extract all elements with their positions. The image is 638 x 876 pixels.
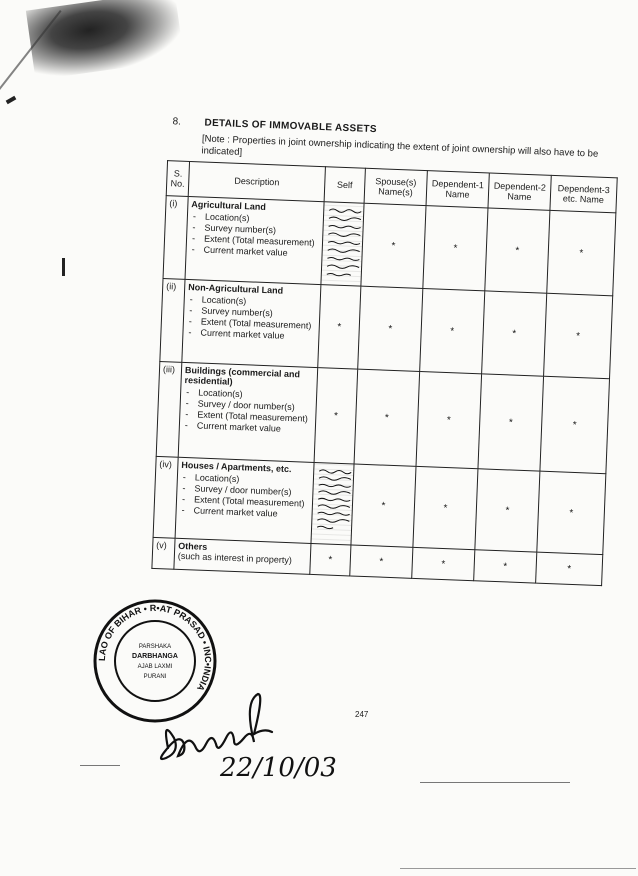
row-item: - Survey number(s) bbox=[187, 305, 316, 321]
row-item: - Extent (Total measurement) bbox=[180, 494, 309, 510]
cell-dependent-1: * bbox=[413, 466, 478, 549]
cell-dependent-2: * bbox=[482, 291, 547, 376]
cell-dependent-1: * bbox=[420, 289, 485, 374]
row-description bbox=[185, 196, 324, 284]
handwritten-entry bbox=[311, 462, 354, 544]
cell-dependent-1: * bbox=[416, 371, 482, 468]
row-item: - Location(s) bbox=[181, 472, 310, 488]
row-description bbox=[182, 279, 321, 367]
row-item: - Current market value bbox=[183, 420, 312, 436]
cell-dependent-2: * bbox=[475, 469, 540, 552]
edge-mark bbox=[6, 96, 17, 104]
seal-line: PURANI bbox=[143, 674, 167, 680]
scan-dash bbox=[420, 782, 570, 783]
header-spouse: Spouse(s) Name(s) bbox=[364, 168, 427, 205]
row-description bbox=[178, 362, 318, 462]
header-description: Description bbox=[188, 161, 325, 201]
cell-dependent-3: * bbox=[544, 293, 613, 378]
section-title: DETAILS OF IMMOVABLE ASSETS bbox=[204, 117, 377, 136]
cell-dependent-3: * bbox=[537, 471, 606, 554]
row-item: - Survey / door number(s) bbox=[184, 398, 313, 414]
document-page bbox=[146, 110, 625, 627]
row-item: - Current market value bbox=[186, 327, 315, 343]
cell-spouse: * bbox=[351, 464, 416, 547]
cell-dependent-3: * bbox=[540, 376, 610, 473]
cell-spouse: * bbox=[354, 369, 420, 466]
header-dependent-2: Dependent-2 Name bbox=[488, 173, 551, 210]
cell-dependent-2: * bbox=[474, 550, 537, 583]
row-category: Buildings (commercial and residential) bbox=[184, 364, 301, 387]
row-number: (i) bbox=[163, 196, 188, 280]
cell-dependent-2: * bbox=[485, 208, 550, 293]
seal-line: AJAB LAXMI bbox=[137, 664, 173, 670]
row-number: (iv) bbox=[153, 456, 178, 538]
seal-line: PARSHAKA bbox=[138, 644, 172, 650]
row-category: Non-Agricultural Land bbox=[188, 282, 284, 296]
row-item: - Extent (Total measurement) bbox=[190, 233, 319, 249]
cell-spouse: * bbox=[361, 203, 426, 288]
handwritten-entry bbox=[321, 202, 364, 286]
cell-dependent-3: * bbox=[536, 552, 603, 586]
row-item: - Location(s) bbox=[188, 294, 317, 310]
row-number: (ii) bbox=[160, 279, 185, 363]
cell-self: * bbox=[318, 285, 361, 369]
scan-shadow bbox=[26, 0, 184, 80]
row-category-note: (such as interest in property) bbox=[177, 550, 293, 566]
page-number: 247 bbox=[355, 710, 369, 719]
handwriting-scribble bbox=[315, 465, 354, 540]
cell-dependent-1: * bbox=[423, 206, 488, 291]
signature-date: 22/10/03 bbox=[220, 753, 337, 783]
edge-mark bbox=[62, 258, 65, 276]
scan-dash bbox=[80, 765, 120, 766]
row-item: - Current market value bbox=[189, 244, 318, 260]
section-note: [Note : Properties in joint ownership indicating the extent of joint ownership will also have to be indicated] bbox=[201, 133, 599, 160]
seal-line: DARBHANGA bbox=[132, 653, 178, 660]
cell-self: * bbox=[310, 543, 351, 576]
row-description bbox=[175, 457, 314, 543]
header-sno: S. No. bbox=[166, 161, 189, 197]
cell-dependent-2: * bbox=[478, 374, 544, 471]
seal-outer-text: LAO OF BIHAR • R•AT PRASAD • INC•INDIA bbox=[96, 602, 214, 693]
cell-dependent-1: * bbox=[412, 547, 475, 580]
row-item: - Extent (Total measurement) bbox=[183, 409, 312, 425]
cell-dependent-3: * bbox=[547, 210, 616, 295]
row-item: - Current market value bbox=[179, 505, 308, 521]
header-dependent-1: Dependent-1 Name bbox=[426, 171, 489, 208]
scan-dash bbox=[400, 868, 636, 869]
row-number: (v) bbox=[152, 537, 175, 569]
row-item: - Location(s) bbox=[191, 211, 320, 227]
row-description bbox=[174, 538, 311, 574]
row-category: Houses / Apartments, etc. bbox=[181, 459, 292, 475]
handwriting-scribble bbox=[325, 204, 364, 281]
table-row bbox=[156, 361, 609, 473]
row-category: Agricultural Land bbox=[191, 199, 267, 212]
cell-spouse: * bbox=[350, 545, 413, 578]
header-dependent-3: Dependent-3 etc. Name bbox=[550, 175, 617, 213]
row-number: (iii) bbox=[156, 361, 182, 457]
section-number: 8. bbox=[172, 116, 182, 128]
handwritten-signature bbox=[150, 688, 390, 788]
cell-spouse: * bbox=[358, 286, 423, 371]
row-item: - Location(s) bbox=[184, 387, 313, 403]
immovable-assets-table bbox=[151, 160, 617, 586]
header-self: Self bbox=[324, 167, 365, 204]
row-item: - Extent (Total measurement) bbox=[187, 316, 316, 332]
row-category: Others bbox=[178, 540, 208, 552]
cell-self: * bbox=[314, 368, 358, 464]
row-item: - Survey number(s) bbox=[190, 222, 319, 238]
row-item: - Survey / door number(s) bbox=[180, 483, 309, 499]
